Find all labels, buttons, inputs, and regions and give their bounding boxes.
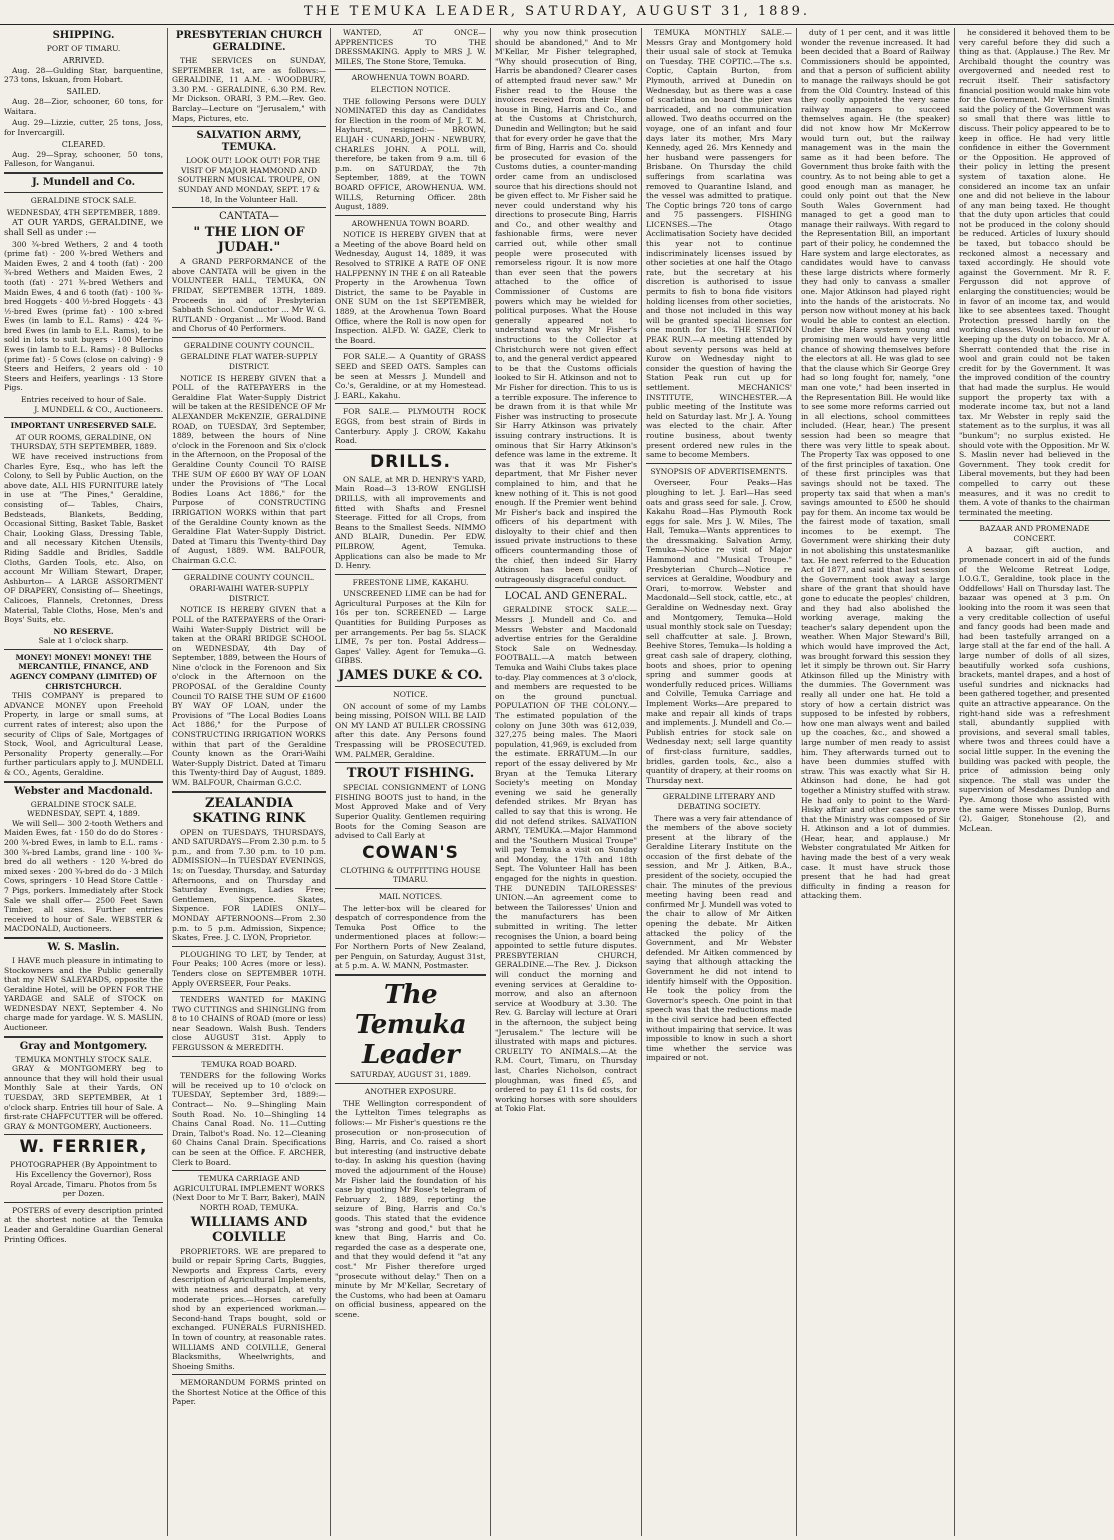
presbyterian-body: THE SERVICES on SUNDAY, SEPTEMBER 1st, are as follows:— GERALDINE, 11 A.M. · WOODBURY, 3.30 P.M. · GERALDINE, 6.30 P.M. Rev. Mr Dickson. ORARI, 3 P.M.—Rev. Geo. Barclay—Lecture on "Jerusalem," with Maps, Pictures, etc. <box>172 56 326 123</box>
webster-sale: GERALDINE STOCK SALE. WEDNESDAY, SEPT. 4, 1889. <box>27 799 140 819</box>
sale-time: Sale at 1 o'clock sharp. <box>38 636 129 646</box>
salvation-body: LOOK OUT! LOOK OUT! FOR THE VISIT OF MAJOR HAMMOND AND SOUTHERN MUSICAL TROUPE, ON SUNDAY AND MONDAY, SEPT. 17 & 18, In the Volunteer Hall. <box>177 156 321 204</box>
rate-notice: NOTICE IS HEREBY GIVEN that at a Meeting of the above Board held on Wednesday, August 14, 1889, it was Resolved to STRIKE A RATE OF ONE HALFPENNY IN THE £ on all Rateable Property in the Arowhenua Town District, the same to be Payable in ONE SUM on the 1st SEPTEMBER, 1889, at the Arowhenua Town Board Office, where the Roll is now open for Inspection. ALFD. W. GAZE, Clerk to the Board. <box>335 230 486 345</box>
paper-title: The Temuka Leader <box>354 979 467 1070</box>
exposure-continued: why you now think prosecution should be abandoned," And to Mr M'Kellar, Mr Fisher telegraphed, "Why should prosecution of Bing, Harris be abandoned? Clearer cases of attempted fraud never saw." Mr Fisher read to the House the invoices received from their Home house in Bing, Harris and Co., and at the Customs at Christchurch, Dunedin and Wellington; but he said that for every order he gave that the firm of Bing, Harris and Co. should be prosecuted for evasion of the Customs duties, a counter-manding order came from an undisclosed source that his directions should not be given effect to. Mr Fisher said he never could understand why his directions to prosecute Bing, Harris and Co., and other wealthy and fashionable firms, were never carried out, while other small people were prosecuted with remorseless rigour. It is now more than ever seen that the powers attached to the office of Commissioner of Customs are powers which may be wielded for political purposes. What the House generally appeared not to understand was why Mr Fisher's instructions to the Collector at Christchurch were not given effect to, and the general verdict appeared to be that the Customs officials looked to Sir H. Atkinson and not to Mr Fisher for direction. This to us is a terrible exposure. The inference to be drawn from it is that while Mr Fisher was instructing to prosecute Sir Harry Atkinson was privately issuing contrary instructions. It is ominous that Sir Harry Atkinson's defence was lame in the extreme. It was that it was Mr Fisher's department, that Mr Fisher never complained to him, and that he knew nothing of it. This is not good enough. If the Premier went behind Mr Fisher's back and inspired the officers of his department with disloyalty to their chief and then issued private instructions to these officers countermanding those of the chief, then indeed Sir Harry Atkinson has been guilty of outrageously disgraceful conduct. <box>495 28 637 584</box>
column-1 <box>0 28 167 1536</box>
rooms-text: AT OUR ROOMS, GERALDINE, ON THURSDAY, 5TH SEPTEMBER, 1889. <box>10 432 157 452</box>
ploughing-ad: PLOUGHING TO LET, by Tender, at Four Peaks; 100 Acres (more or less). Tenders close on SEPTEMBER 10TH. Apply OVERSEER, Four Peaks. <box>172 949 326 988</box>
synopsis-body: Overseer, Four Peaks—Has ploughing to let. J. Earl—Has seed oats and grass seed for sale. J. Crow, Kakahu Road—Has Plymouth Rock eggs for sale. Mrs J. W. Miles, The Hall, Temuka—Wants apprentices to the dressmaking. Salvation Army, Temuka—Notice re visit of Major Hammond and "Musical Troupe." Presbyterian Church—Notice re services at Geraldine, Woodbury and Orari, to-morrow. Webster and Macdonald—Sell stock, cattle, etc., at Geraldine on Wednesday next. Gray and Montgomery, Temuka—Hold usual monthly stock sale on Tuesday; sell chaffcutter at sale. J. Brown, Beehive Stores, Temuka—Is holding a great cash sale of drapery, clothing, boots and shoes, prior to opening spring and summer goods at wonderfully reduced prices. Williams and Colville, Temuka Carriage and Implement Works—Are prepared to make and repair all kinds of traps and implements. J. Mundell and Co.—Publish entries for stock sale on Wednesday next; sell large quantity of first-class furniture, saddles, bridles, garden tools, &c., also a quantity of drapery, at their rooms on Thursday next. <box>646 478 792 785</box>
arrival-1: Aug. 28—Gulding Star, barquentine, 273 tons, Iskuan, from Hobart. <box>4 65 163 85</box>
presbyterian-heading: PRESBYTERIAN CHURCH GERALDINE. <box>175 30 323 53</box>
ferrier-body: PHOTOGRAPHER (By Appointment to His Excellency the Governor), Ross Royal Arcade, Timaru. Photos from 5s per Dozen. <box>10 1160 157 1199</box>
debate-continued: duty of 1 per cent, and it was little wonder the revenue increased. It had been decided that a Board of Railway Commissioners should be appointed, and that a person of sufficient ability to manage the railways should be got from the Old Country. Instead of this they coolly appointed the very same railway managers to succeed themselves again. He (the speaker) did not know how Mr McKerrow would turn out, but the railway management was in the main the same as it had been before. The Government thus broke faith with the country. As to not being able to get a good enough man as manager, he could only point out that the New South Wales Government had managed to get a good man to manage their railways. With regard to the Representation Bill, an important part of their policy, he condemned the Hare system and large electorates, as candidates would have to canvass these large districts where formerly they had only to canvass a smaller one. Major Atkinson had played right into the hands of the aristocrats. No person now without money at his back would be able to contest an election. Under the Hare system young and promising men would have very little chance of showing themselves before the electors at all. He was glad to see that the clause which Sir George Grey had so long fought for, namely, "one man one vote," had been inserted in the Representation Bill. He would like to see some more reforms carried out in all elections, school committees included. (Hear, hear.) The present session had been so meagre that there was very little to speak about. The Property Tax was opposed to one of the first principles of taxation. One of these first principles was that savings should not be taxed. The property tax said that when a man's savings amounted to £500 he should pay for them. An income tax would be the fairest mode of taxation, small incomes to be exempt. The Government were shirking their duty in not abolishing this unstatesmanlike tax. He next referred to the Education Act of 1877, and said that last session the Government took away a large share of the grant that should have gone to educate the peoples' children, and they had also abolished the working average, making the teacher's salary dependent upon the weather. When Major Steward's Bill, which would have improved the Act, was brought forward this session they let it simply be thrown out. Sir Harry Atkinson filled up the Ministry with the dummies. The Government was really all under one hat. He told a story of how a certain district was supposed to be infested by robbers, how one man always went and bailed up the coaches, &c., and showed a large number of men ready to assist him. They afterwards turned out to have been dummies stuffed with straw. This was exactly what Sir H. Atkinson had done, he had got together a Ministry stuffed with straw. He had only to point to the Ward-Hisky affair and other cases to prove that the Ministry was composed of Sir H. Atkinson and a lot of dummies. (Hear, hear, and applause.) Mr Webster congratulated Mr Aitken for having made the best of a very weak case. It must have struck those present that he had had great difficulty in finding a reason for attacking them. <box>801 28 950 901</box>
cleared-label: CLEARED. <box>61 139 106 149</box>
synopsis-heading: SYNOPSIS OF ADVERTISEMENTS. <box>650 466 788 476</box>
lime-body: UNSCREENED LIME can be had for Agricultural Purposes at the Kiln for 16s per ton. SCREENED — Large Quantities for Building Purposes as per arrangements. Per bag 5s. SLACK LIME, 7s per ton. Postal Address—Gapes' Valley. Agent for Temuka—G. GIBBS. <box>335 589 486 666</box>
arowhenua-heading-2: AROWHENUA TOWN BOARD. <box>351 218 470 228</box>
column-4 <box>490 28 641 1536</box>
trout-heading: TROUT FISHING. <box>346 766 475 782</box>
entries-text: Entries received to hour of Sale. <box>20 395 146 405</box>
column-2 <box>167 28 330 1536</box>
carriage-works-heading: TEMUKA CARRIAGE AND AGRICULTURAL IMPLEMENT WORKS (Next Door to Mr T. Barr, Baker), MAIN NORTH ROAD, TEMUKA. <box>172 1174 326 1212</box>
divider <box>335 215 486 216</box>
divider <box>172 207 326 208</box>
local-general-body: GERALDINE STOCK SALE.—Messrs J. Mundell and Co. and Messrs Webster and Macdonald advertise entries for the Geraldine Stock Sale on Wednesday. FOOTBALL.—A match between Temuka and Waihi Clubs takes place to-day. Play commences at 3 o'clock, and members are requested to be on the ground punctual. POPULATION OF THE COLONY.—The estimated population of the colony on June 30th was 612,039, 327,275 being males. The Maori population, 41,969, is excluded from the estimate. ERRATUM.—In our report of the essay delivered by Mr Bryan at the Temuka Literary Society's meeting on Monday evening we said he generally defended strikes. Mr Bryan has called to say that this is wrong. He did not defend strikes. SALVATION ARMY, TEMUKA.—Major Hammond and the "Southern Musical Troupe" will pay Temuka a visit on Sunday and Monday, the 17th and 18th Sept. The Volunteer Hall has been engaged for the nights in question. THE DUNEDIN TAILORESSES' UNION.—An agreement come to between the Tailoresses' Union and the manufacturers has been submitted in writing. The letter recognises the Union, a board being appointed to settle future disputes. PRESBYTERIAN CHURCH, GERALDINE.—The Rev. J. Dickson will conduct the morning and evening services at Geraldine to-morrow, and also an afternoon service at Woodbury at 3.30. The Rev. G. Barclay will lecture at Orari in the afternoon, the subject being "Jerusalem." The lecture will be illustrated with maps and pictures. CRUELTY TO ANIMALS.—At the R.M. Court, Timaru, on Thursday last, Charles Nicholson, contract ploughman, was fined £5, and ordered to pay £1 11s 6d costs, for working horses with sore shoulders at Tokio Flat. <box>495 605 637 1114</box>
gcc-heading-2: GERALDINE COUNTY COUNCIL. <box>183 572 315 582</box>
maslin-heading: W. S. Maslin. <box>47 941 120 953</box>
column-6 <box>796 28 954 1536</box>
notice-heading: NOTICE. <box>393 690 428 700</box>
sailed-2: Aug. 29—Lizzie, cutter, 25 tons, Joss, for Invercargill. <box>4 118 163 137</box>
lion-of-judah-heading: " THE LION OF JUDAH." <box>193 225 305 256</box>
webster-heading: Webster and Macdonald. <box>14 785 153 797</box>
mundell-signature: J. MUNDELL & CO., Auctioneers. <box>34 404 163 414</box>
notice-body: ON account of some of my Lambs being missing, POISON WILL BE LAID ON MY LAND AT BULLER CROSSING after this date. Any Persons found Trespassing will be PROSECUTED. WM. PALMER, Geraldine. <box>335 701 486 759</box>
drills-body: ON SALE, at MR D. HENRY'S YARD, Main Road—3 13-ROW ENGLISH DRILLS, with all improvements and fitted with Shafts and Fresnel Steerage. Fitted for all Crops, from Beans to the Smallest Seeds. NIMMO AND BLAIR, Dunedin. Per EDW. PILBROW, Agent, Temuka. Applications can also be made to Mr D. Henry. <box>335 474 486 571</box>
masthead: THE TEMUKA LEADER, SATURDAY, AUGUST 31, 1889. <box>0 0 1114 25</box>
port-heading: PORT OF TIMARU. <box>46 44 121 53</box>
exposure-body: THE Wellington correspondent of the Lyttelton Times telegraphs as follows:— Mr Fisher's questions re the prosecution or non-prosecution of Bing, Harris, and Co. raised a short but interesting (and instructive debate to-day. In asking his question (having moved the adjournment of the House) Mr Fisher laid the foundation of his case by quoting Mr Rose's telegram of February 2, 1889, reporting the seizure of Bing, Harris and Co.'s goods. This stated that the evidence was "strong and good," but that he knew that Bing, Harris and Co. regarded the case as a desperate one, and that they would defend it "at any cost." Mr Fisher therefore urged "prosecute without delay." Then on a minute by Mr M'Kellar, Secretary of the Customs, who had been at Oamaru on official business, appeared on the scene. <box>335 1098 486 1319</box>
for-sale-seed: FOR SALE.— A Quantity of GRASS SEED and SEED OATS. Samples can be seen at Messrs J. Mundell and Co.'s, Geraldine, or at my Homestead. J. EARL, Kakahu. <box>335 352 486 400</box>
divider <box>4 1134 163 1135</box>
gray-sale: TEMUKA MONTHLY STOCK SALE. <box>15 1054 152 1064</box>
rink-body: OPEN on TUESDAYS, THURSDAYS, AND SATURDAYS—From 2.30 p.m. to 5 p.m., and from 7.30 p.m. to 10 p.m. ADMISSION—In TUESDAY EVENINGS, 1s; on Tuesday, Thursday, and Saturday Afternoons, and on Thursday and Saturday Evenings, Ladies Free; Gentlemen, Sixpence. Skates, Sixpence. FOR LADIES ONLY— MONDAY AFTERNOONS—From 2.30 p.m. to 5 p.m. Admission, Sixpence; Skates, Free. J. C. LYON, Proprietor. <box>172 827 326 943</box>
yards-text: AT OUR YARDS, GERALDINE, we shall Sell as under :— <box>4 217 163 238</box>
divider <box>335 574 486 575</box>
divider <box>4 172 163 174</box>
divider <box>172 337 326 338</box>
column-3 <box>330 28 490 1536</box>
lime-heading: FREESTONE LIME, KAKAHU. <box>352 577 469 587</box>
trout-body: SPECIAL CONSIGNMENT of LONG FISHING BOOTS just to hand, in the Most Approved Make and of Very Superior Quality. Gentlemen requiring Boots for the Coming Season are advised to Call Early at <box>335 783 486 841</box>
divider <box>172 126 326 127</box>
divider <box>646 463 792 464</box>
mail-body: The letter-box will be cleared for despatch of correspondence from the Temuka Post Office to the undermentioned places at follow:— For Northern Ports of New Zealand, per Penguin, on Saturday, August 31st, at 5 p.m. A. W. MANN, Postmaster. <box>335 903 486 971</box>
divider <box>335 686 486 687</box>
literary-heading: GERALDINE LITERARY AND DEBATING SOCIETY. <box>662 792 776 811</box>
election-body: THE following Persons were DULY NOMINATED this day as Candidates for Election in the room of Mr J. T. M. Hayhurst, resigned:— BROWN, ELIJAH · CUNARD, JOHN · NEWBURY, CHARLES JOHN. A POLL will, therefore, be taken from 9 a.m. till 6 p.m. on SATURDAY, the 7th September, 1889, at the TOWN BOARD OFFICE, AROWHENUA. WM. WILLS, Returning Officer. 28th August, 1889. <box>335 96 486 212</box>
divider <box>959 520 1110 521</box>
cantata-label: CANTATA— <box>219 211 279 223</box>
gray-body: GRAY & MONTGOMERY beg to announce that they will hold their usual Monthly Sale at their Yards, ON TUESDAY, 3RD SEPTEMBER, At 1 o'clock sharp. Entries till hour of Sale. A first-rate CHAFFCUTTER will be offered. GRAY & MONTGOMERY, Auctioneers. <box>4 1064 163 1131</box>
rink-heading: ZEALANDIA SKATING RINK <box>192 795 306 826</box>
divider <box>4 937 163 939</box>
maslin-body: I HAVE much pleasure in intimating to Stockowners and the Public generally that my NEW SALEYARDS, opposite the Geraldine Hotel, will be OPEN FOR THE YARDAGE and SALE of STOCK on WEDNESDAY NEXT, September 4. No charge made for yardage. W. S. MASLIN, Auctioneer. <box>4 955 163 1033</box>
divider <box>172 1374 326 1375</box>
posters-text: POSTERS of every description printed at the shortest notice at the Temuka Leader and Geraldine Guardian General Printing Offices. <box>4 1205 163 1244</box>
for-sale-eggs: FOR SALE.— PLYMOUTH ROCK EGGS, from best strain of Birds in Canterbury. Apply J. CROW, Kakahu Road. <box>335 407 486 446</box>
orari-heading: ORARI-WAIHI WATER-SUPPLY DISTRICT. <box>189 584 309 603</box>
divider <box>335 974 486 976</box>
mail-heading: MAIL NOTICES. <box>378 891 443 901</box>
divider <box>4 192 163 193</box>
drills-heading: DRILLS. <box>370 451 451 472</box>
cleared-1: Aug. 29—Spray, schooner, 50 tons, Falleson, for Wanganui. <box>4 149 163 169</box>
local-continued: TEMUKA MONTHLY SALE.—Messrs Gray and Montgomery hold their usual sale of stock at Temuka on Tuesday. THE COPTIC.—The s.s. Coptic, Captain Burton, from Plymouth, arrived at Dunedin on Wednesday, but as there was a case of scarlatina on board the pier was barricaded, and no communication allowed. Two deaths occurred on the voyage, one of an infant and four days later its mother, Mrs Mary Kennedy, aged 26. Mrs Kennedy and her husband were passengers for Brisbane. On Thursday the child sufferings from scarlatina was removed to Quarantine Island, and the vessel was admitted to pratique. The Coptic brings 720 tons of cargo and 75 passengers. FISHING LICENSES.—The Otago Acclimatisation Society have decided this year not to continue indiscriminately licenses issued by other societies at one half the Otago rate, but the secretary at his discretion is authorised to issue permits to fish to bona fide visitors holding licenses from other societies, and those not included in this way will be granted special licenses for one month for 10s. THE STATION PEAK RUN.—A meeting attended by about seventy persons was held at Kurow on Wednesday night to consider the question of having the Station Peak run cut up for settlement. MECHANICS' INSTITUTE, WINCHESTER.—A public meeting of the Institute was held on Saturday last. Mr J. A. Young was elected to the chair. After routine business, about twenty present ordered new rules in the same to become Members. <box>646 28 792 460</box>
flat-water-heading: GERALDINE FLAT WATER-SUPPLY DISTRICT. <box>180 352 318 372</box>
divider <box>495 587 637 588</box>
bazaar-body: A bazaar, gift auction, and promenade concert in aid of the funds of the Welcome Retreat Lodge, I.O.G.T., Geraldine, took place in the Oddfellows' Hall on Thursday last. The bazaar was opened at 3 p.m. On looking into the room it was seen that a very creditable collection of useful and fancy goods had been made and had been tastefully arranged on a large stall at the far end of the hall. A large number of dolls of all sizes, beautifully worked sofa cushions, brackets, mantel drapes, and a host of useful sundries and nicknacks had been gathered together, and presented quite an attractive appearance. On the right-hand side was a refreshment stall, abundantly supplied with provisions, and several small tables, where twos and threes could have a social little supper. In the evening the building was packed with people, the price of admission being only sixpence. The stall was under the supervision of Mesdames Dunlop and Pye. Among those who assisted with the same were Misses Dunlop, Burns (2), Gaiger, Stonehouse (2), and McLean. <box>959 545 1110 833</box>
shipping-heading: SHIPPING. <box>52 30 115 41</box>
orari-body: NOTICE IS HEREBY GIVEN that a POLL of the RATEPAYERS of the Orari-Waihi Water-Supply District will be taken at the ORARI BRIDGE SCHOOL on WEDNESDAY, 4th Day of September, 1889, between the Hours of Nine o'clock in the Forenoon and Six o'clock in the Afternoon on the PROPOSAL of the Geraldine County Council TO RAISE THE SUM OF £1600 BY WAY OF LOAN, under the Provisions of "The Local Bodies Loans Act 1886," for the Purpose of CONSTRUCTING IRRIGATION WORKS within that part of the Geraldine County known as the Orari-Waihi Water-Supply District. Dated at Timaru this Twenty-third Day of August, 1889. WM. BALFOUR, Chairman G.C.C. <box>172 605 326 787</box>
divider <box>172 791 326 793</box>
webster-body: We will Sell— 300 2-tooth Wethers and Maiden Ewes, fat · 150 do do do Stores · 200 ¾-bred Ewes, in lamb to E.L. rams · 300 ¾-bred Lambs, grand line · 100 ¾-bred do all wethers · 120 ¾-bred do mixed sexes · 200 ¾-bred do do · 3 Milch Cows, springers · 10 Head Store Cattle · 7 Pigs, porkers. Immediately after Stock Sale we shall offer— 2500 Feet Sawn Timber, all sizes. Further entries received to hour of Sale. WEBSTER & MACDONALD, Auctioneers. <box>4 818 163 934</box>
memorandum-ad: MEMORANDUM FORMS printed on the Shortest Notice at the Office of this Paper. <box>172 1378 326 1407</box>
flat-water-body: NOTICE IS HEREBY GIVEN that a POLL of the RATEPAYERS in the Geraldine Flat Water-Supply District will be taken at the RESIDENCE OF Mr ALEXANDER McKENZIE, GERALDINE ROAD, on TUESDAY, 3rd September, 1889, between the hours of Nine o'clock in the Forenoon and Six o'clock in the Afternoon, on the Proposal of the Geraldine County Council TO RAISE THE SUM OF £600 BY WAY OF LOAN under the Provisions of "The Local Bodies Loans Act 1886," for the Purpose of CONSTRUCTING IRRIGATION WORKS within that part of the Geraldine County known as the Geraldine Flat Water-Supply District. Dated at Timaru this Twenty-third Day of August, 1889. WM. BALFOUR, Chairman G.C.C. <box>172 373 326 565</box>
column-7 <box>954 28 1114 1536</box>
divider <box>4 781 163 783</box>
lion-body: A GRAND PERFORMANCE of the above CANTATA will be given in the VOLUNTEER HALL, TEMUKA, ON FRIDAY, SEPTEMBER 13TH, 1889. Proceeds in aid of Presbyterian Sabbath School. Conductor ... Mr W. G. RUTLAND · Organist ... Mr Wood. Band and Chorus of 40 Performers. <box>172 257 326 334</box>
divider <box>4 1036 163 1038</box>
wanted-ad: WANTED, AT ONCE— APPRENTICES TO THE DRESSMAKING. Apply to MRS J. W. MILES, The Stone Store, Temuka. <box>335 28 486 66</box>
divider <box>335 888 486 889</box>
mundell-heading: J. Mundell and Co. <box>31 176 136 188</box>
column-5 <box>641 28 796 1536</box>
no-reserve: NO RESERVE. <box>53 626 114 636</box>
unreserved-sale-heading: IMPORTANT UNRESERVED SALE. <box>10 421 157 431</box>
ferrier-heading: W. FERRIER, <box>19 1137 148 1158</box>
arowhenua-heading: AROWHENUA TOWN BOARD. <box>351 73 470 83</box>
divider <box>4 649 163 650</box>
williams-body: PROPRIETORS. WE are prepared to build or repair Spring Carts, Buggies, Newports and Express Carts, every description of Agricultural Implements, with neatness and despatch, at very moderate prices.—Horses carefully shod by an experienced workman.—Second-hand Traps bought, sold or exchanged. FUNERALS FURNISHED. In town of country, at reasonable rates. WILLIAMS AND COLVILLE, General Blacksmiths, Wheelwrights, and Shoeing Smiths. <box>172 1246 326 1371</box>
divider <box>335 403 486 404</box>
cowan-heading: COWAN'S <box>362 842 459 863</box>
sailed-1: Aug. 28—Zior, schooner, 60 tons, for Waitara. <box>4 97 163 116</box>
divider <box>172 991 326 992</box>
divider <box>172 1056 326 1057</box>
divider <box>172 569 326 570</box>
james-duke-heading: JAMES DUKE & CO. <box>338 668 483 684</box>
furniture-text: WE have received instructions from Charles Eyre, Esq., who has left the Colony, to Sell by Public Auction, on the above date, ALL HIS FURNITURE lately in use at "The Pines," Geraldine, consisting of— Tables, Chairs, Bedsteads, Blankets, Bedding, Occasional Sitting, Basket Table, Basket Chair, Looking Glass, Dressing Table, and all necessary Kitchen Utensils, Riding Saddle and Bridles, Saddle Cloths, Garden Tools, etc. Also, on account Mr William Stewart, Draper, Ashburton— A LARGE ASSORTMENT OF DRAPERY, Consisting of— Sheetings, Calicoes, Flannels, Cretonnes, Dress Material, Table Cloths, Hose, Men's and Boys' Suits, etc. <box>4 452 163 625</box>
money-heading: MONEY! MONEY! MONEY! THE MERCANTILE, FINANCE, AND AGENCY COMPANY (LIMITED) OF CHRISTCHURCH. <box>9 652 158 691</box>
election-heading: ELECTION NOTICE. <box>370 84 451 94</box>
divider <box>172 1170 326 1171</box>
debate-conclusion: he considered it behoved them to be very careful before they did such a thing as that. (Applause.) The Rev. Mr Archibald thought the country was overgoverned and needed rest to recruit itself. Their satisfactory financial position would make him vote for the Government. Mr Wilson Smith said the policy of the Government was so small that there was little to discuss. Their policy appeared to be to keep in office. He had very little confidence in either the Government or the Opposition. He approved of their policy in letting the present system of taxation alone. He considered an income tax an unfair one and did not believe in the labour of any man being taxed. He thought that the duty upon articles that could not be produced in the colony should be reduced. Articles of luxury should be taxed, but tobacco should be reckoned almost a necessary and taxed accordingly. He should vote against the Government. Mr R. F. Fergusson did not approve of enlarging the constituencies; would be in favor of an income tax, and would like to see absentees taxed. Thought Protection pressed hardly on the working classes. Would be in favour of keeping up the duty on tobacco. Mr A. Sherratt contended that the rise in wool and grain could not be taken credit for by the Government. It was the improved condition of the country that had made the surplus. He would support the property tax with a moderate income tax, but not a land tax. Mr Webster in reply said the statement as to the surplus, it was all "bunkum"; no surplus existed. He should vote with the Opposition. Mr W. S. Maslin never had believed in the Government. They took credit for Liberal movements, but they had been compelled to carry out these measures, and it was no credit to them. A vote of thanks to the chairman terminated the meeting. <box>959 28 1110 517</box>
money-body: THIS COMPANY is prepared to ADVANCE MONEY upon Freehold Property, in large or small sums, at current rates of interest; also upon the security of Clips of Sale, Mortgages of Stock, Wool, and Agricultural Lease, Personality Property generally.—For further particulars apply to J. MUNDELL & CO., Agents, Geraldine. <box>4 691 163 778</box>
divider <box>335 762 486 763</box>
literary-body: There was a very fair attendance of the members of the above society present at the library of the Geraldine Literary Institute on the occasion of the first debate of the session, and Mr J. Aitken, B.A., president of the society, occupied the chair. The minutes of the previous meeting having been read and confirmed Mr J. Mundell was voted to the chair to allow of Mr Aitken opening the debate. Mr Aitken attacked the policy of the Government, and Mr Webster defended. Mr Aitken commenced by saying that although attacking the Government he did not intend to identify himself with the Opposition. He took the policy from the Governor's speech. One point in that speech was that the reductions made in the civil service had been effected without impairing that service. It was impossible to know in such a short time whether the service was impaired or not. <box>646 813 792 1063</box>
stock-list: 300 ¾-bred Wethers, 2 and 4 tooth (prime fat) · 200 ¾-bred Wethers and Maiden Ewes, 2 and 4 tooth (fat) · 200 ¾-bred Wethers and Maiden Ewes, 2 tooth (fat) · 271 ¾-bred Wethers and Maidn Ewes, 4 and 6 tooth (fat) · 100 ¾-bred Hoggets · 400 ½-bred Hoggets · 43 ½-bred Ewes (prime fat) · 100 x-bred Ewes (in lamb to E.L. Rams) · 424 ¾-bred Ewes (in lamb to E.L. Rams), to be sold in lots to suit buyers · 100 Merino Ewes (in lamb to E.L. Rams) · 8 Bullocks (prime fat) · 5 Cows (close on calving) · 9 Steers and Heifers, 2 years old · 10 Steers and Heifers, yearlings · 13 Store Pigs. <box>4 239 163 393</box>
divider <box>646 788 792 789</box>
paper-date: SATURDAY, AUGUST 31, 1889. <box>350 1069 471 1079</box>
divider <box>335 1083 486 1084</box>
divider <box>335 348 486 349</box>
divider <box>4 1202 163 1203</box>
sailed-label: SAILED. <box>66 86 101 96</box>
page-columns <box>0 28 1114 1536</box>
temuka-road-heading: TEMUKA ROAD BOARD. <box>201 1059 297 1069</box>
gcc-heading: GERALDINE COUNTY COUNCIL. <box>183 340 315 350</box>
tenders-ad: TENDERS WANTED for MAKING TWO CUTTINGS and SHINGLING from 8 to 10 CHAINS of ROAD (more or less) near Seadown. Walsh Bush. Tenders close AUGUST 31st. Apply to FERGUSSON & MEREDITH. <box>172 995 326 1053</box>
arrived-label: ARRIVED. <box>62 55 105 65</box>
stock-sale-heading: GERALDINE STOCK SALE. <box>30 195 137 205</box>
divider <box>172 946 326 947</box>
gray-heading: Gray and Montgomery. <box>19 1040 148 1052</box>
williams-colville-heading: WILLIAMS AND COLVILLE <box>190 1214 308 1245</box>
bazaar-heading: BAZAAR AND PROMENADE CONCERT. <box>979 524 1090 543</box>
cowan-sub: CLOTHING & OUTFITTING HOUSE TIMARU. <box>340 865 481 885</box>
local-general-heading: LOCAL AND GENERAL. <box>504 591 628 603</box>
divider <box>335 69 486 70</box>
divider <box>4 417 163 418</box>
divider <box>335 449 486 450</box>
exposure-heading: ANOTHER EXPOSURE. <box>364 1087 457 1097</box>
salvation-heading: SALVATION ARMY, TEMUKA. <box>196 130 302 154</box>
temuka-road-body: TENDERS for the following Works will be received up to 10 o'clock on TUESDAY, September 3rd, 1889:— Contract— No. 9—Shingling Main South Road. No. 10—Shingling 14 Chains Canal Road. No. 11—Cutting Drain, Talbot's Road. No. 12—Cleaning 60 Chains Canal Drain. Specifications can be seen at the Office. F. ARCHER, Clerk to Board. <box>172 1071 326 1167</box>
stock-sale-date: WEDNESDAY, 4TH SEPTEMBER, 1889. <box>6 207 161 217</box>
